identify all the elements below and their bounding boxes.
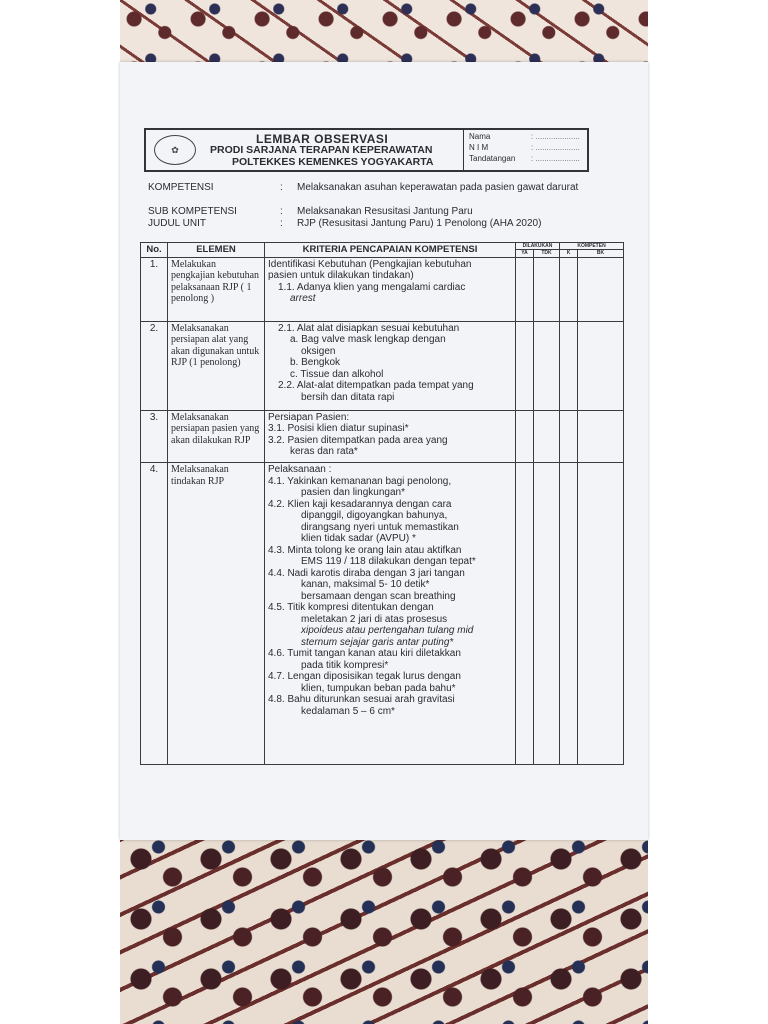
kriteria-line: dirangsang nyeri untuk memastikan [301, 521, 459, 533]
col-no: No. [141, 243, 168, 258]
signature-field[interactable]: : .................... [531, 154, 580, 163]
row-elemen: Melaksanakan persiapan alat yang akan digunakan untuk RJP (1 penolong) [168, 321, 265, 410]
kriteria-line: pasien dan lingkungan* [301, 487, 405, 499]
kriteria-line: 4.4. Nadi karotis diraba dengan 3 jari tangan [268, 567, 465, 579]
col-kompeten: KOMPETEN [560, 243, 624, 250]
header-divider [463, 130, 464, 170]
kriteria-line: 4.2. Klien kaji kesadarannya dengan cara [268, 498, 452, 510]
row-number: 2. [141, 321, 168, 410]
kriteria-line: 4.6. Tumit tangan kanan atau kiri diletakkan [268, 648, 461, 660]
kriteria-line: 2.2. Alat-alat ditempatkan pada tempat yang [278, 380, 474, 392]
kriteria-line: 4.7. Lengan diposisikan tegak lurus dengan [268, 671, 461, 683]
program-name: PRODI SARJANA TERAPAN KEPERAWATAN [210, 144, 433, 156]
checkbox-cell-bk[interactable] [578, 321, 624, 410]
header-box [144, 128, 589, 172]
kompetensi-label: KOMPETENSI [148, 182, 214, 193]
kriteria-line: 1.1. Adanya klien yang mengalami cardiac [278, 281, 466, 293]
row-kriteria [265, 321, 516, 410]
row-elemen: Melakukan pengkajian kebutuhan pelaksanaan RJP ( 1 penolong ) [168, 257, 265, 321]
checkbox-cell-ya[interactable] [516, 321, 534, 410]
kriteria-line: bersamaan dengan scan breathing [301, 590, 456, 602]
checkbox-cell-bk[interactable] [578, 463, 624, 765]
kriteria-line: pasien untuk dilakukan tindakan) [268, 270, 414, 281]
institution-logo-icon: ✿ [154, 135, 196, 165]
kompetensi-value: Melaksanakan asuhan keperawatan pada pasien gawat darurat [297, 182, 579, 193]
kriteria-line: arrest [290, 293, 316, 304]
kriteria-line: c. Tissue dan alkohol [290, 368, 384, 380]
col-k: K [560, 250, 578, 257]
observation-sheet [120, 62, 648, 840]
table-row [141, 321, 624, 410]
table-row [141, 257, 624, 321]
kriteria-line: Identifikasi Kebutuhan (Pengkajian kebutuhan [268, 258, 472, 270]
kriteria-line: oksigen [301, 345, 336, 357]
background-fabric-top [120, 0, 648, 70]
checkbox-cell-tdk[interactable] [534, 321, 560, 410]
col-tdk: TDK [534, 250, 560, 257]
institution-name: POLTEKKES KEMENKES YOGYAKARTA [232, 156, 434, 168]
col-bk: BK [578, 250, 624, 257]
nama-label: Nama [469, 132, 491, 141]
checkbox-cell-k[interactable] [560, 410, 578, 462]
kriteria-line: kedalaman 5 – 6 cm* [301, 705, 395, 717]
row-number: 1. [141, 257, 168, 321]
kriteria-line: 4.8. Bahu diturunkan sesuai arah gravitasi [268, 694, 455, 706]
colon: : [280, 182, 283, 193]
table-row [141, 463, 624, 765]
nim-field[interactable]: : .................... [531, 143, 580, 152]
row-number: 4. [141, 463, 168, 765]
kriteria-line: xipoideus atau pertengahan tulang mid [301, 625, 474, 637]
kriteria-line: a. Bag valve mask lengkap dengan [290, 334, 446, 346]
colon: : [280, 206, 283, 217]
kriteria-line: klien tidak sadar (AVPU) * [301, 533, 416, 545]
sub-kompetensi-label: SUB KOMPETENSI [148, 206, 237, 217]
kriteria-line: 3.1. Posisi klien diatur supinasi* [268, 423, 409, 435]
col-elemen: ELEMEN [168, 243, 265, 258]
checkbox-cell-k[interactable] [560, 321, 578, 410]
col-ya: YA [516, 250, 534, 257]
sheet-title: LEMBAR OBSERVASI [256, 132, 389, 146]
kriteria-line: klien, tumpukan beban pada bahu* [301, 682, 456, 694]
kriteria-line: 4.5. Titik kompresi ditentukan dengan [268, 602, 434, 614]
sub-kompetensi-value: Melaksanakan Resusitasi Jantung Paru [297, 206, 473, 217]
kriteria-line: 4.3. Minta tolong ke orang lain atau aktifkan [268, 544, 462, 556]
kriteria-line: pada titik kompresi* [301, 659, 389, 671]
judul-unit-value: RJP (Resusitasi Jantung Paru) 1 Penolong (AHA 2020) [297, 218, 542, 229]
col-kriteria: KRITERIA PENCAPAIAN KOMPETENSI [265, 243, 516, 258]
checkbox-cell-tdk[interactable] [534, 257, 560, 321]
colon: : [280, 218, 283, 229]
kriteria-line: 4.1. Yakinkan kemananan bagi penolong, [268, 475, 452, 487]
observation-table [140, 242, 624, 765]
kriteria-line: Pelaksanaan : [268, 464, 332, 476]
judul-unit-label: JUDUL UNIT [148, 218, 206, 229]
row-kriteria [265, 410, 516, 462]
kriteria-line: bersih dan ditata rapi [301, 391, 395, 403]
checkbox-cell-bk[interactable] [578, 257, 624, 321]
kriteria-line: b. Bengkok [290, 357, 341, 369]
kriteria-line: 3.2. Pasien ditempatkan pada area yang [268, 434, 448, 446]
row-kriteria [265, 463, 516, 765]
row-elemen: Melaksanakan persiapan pasien yang akan dilakukan RJP [168, 410, 265, 462]
kriteria-line: sternum sejajar garis antar puting* [301, 636, 454, 648]
signature-label: Tandatangan [469, 154, 516, 163]
kriteria-line: 2.1. Alat alat disiapkan sesuai kebutuhan [278, 322, 460, 334]
kriteria-line: meletakan 2 jari di atas prosesus [301, 613, 448, 625]
row-elemen: Melaksanakan tindakan RJP [168, 463, 265, 765]
kriteria-line: Persiapan Pasien: [268, 411, 350, 423]
kriteria-line: kanan, maksimal 5- 10 detik* [301, 579, 430, 591]
nim-label: N I M [469, 143, 489, 152]
checkbox-cell-ya[interactable] [516, 410, 534, 462]
checkbox-cell-tdk[interactable] [534, 410, 560, 462]
checkbox-cell-ya[interactable] [516, 463, 534, 765]
col-dilakukan: DILAKUKAN [516, 243, 560, 250]
row-number: 3. [141, 410, 168, 462]
nama-field[interactable]: : .................... [531, 132, 580, 141]
checkbox-cell-bk[interactable] [578, 410, 624, 462]
checkbox-cell-k[interactable] [560, 463, 578, 765]
row-kriteria [265, 257, 516, 321]
kriteria-line: dipanggil, digoyangkan bahunya, [301, 510, 448, 522]
checkbox-cell-ya[interactable] [516, 257, 534, 321]
kriteria-line: keras dan rata* [290, 446, 358, 458]
background-fabric-bottom [120, 835, 648, 1024]
table-row [141, 410, 624, 462]
checkbox-cell-tdk[interactable] [534, 463, 560, 765]
checkbox-cell-k[interactable] [560, 257, 578, 321]
kriteria-line: EMS 119 / 118 dilakukan dengan tepat* [301, 556, 476, 568]
